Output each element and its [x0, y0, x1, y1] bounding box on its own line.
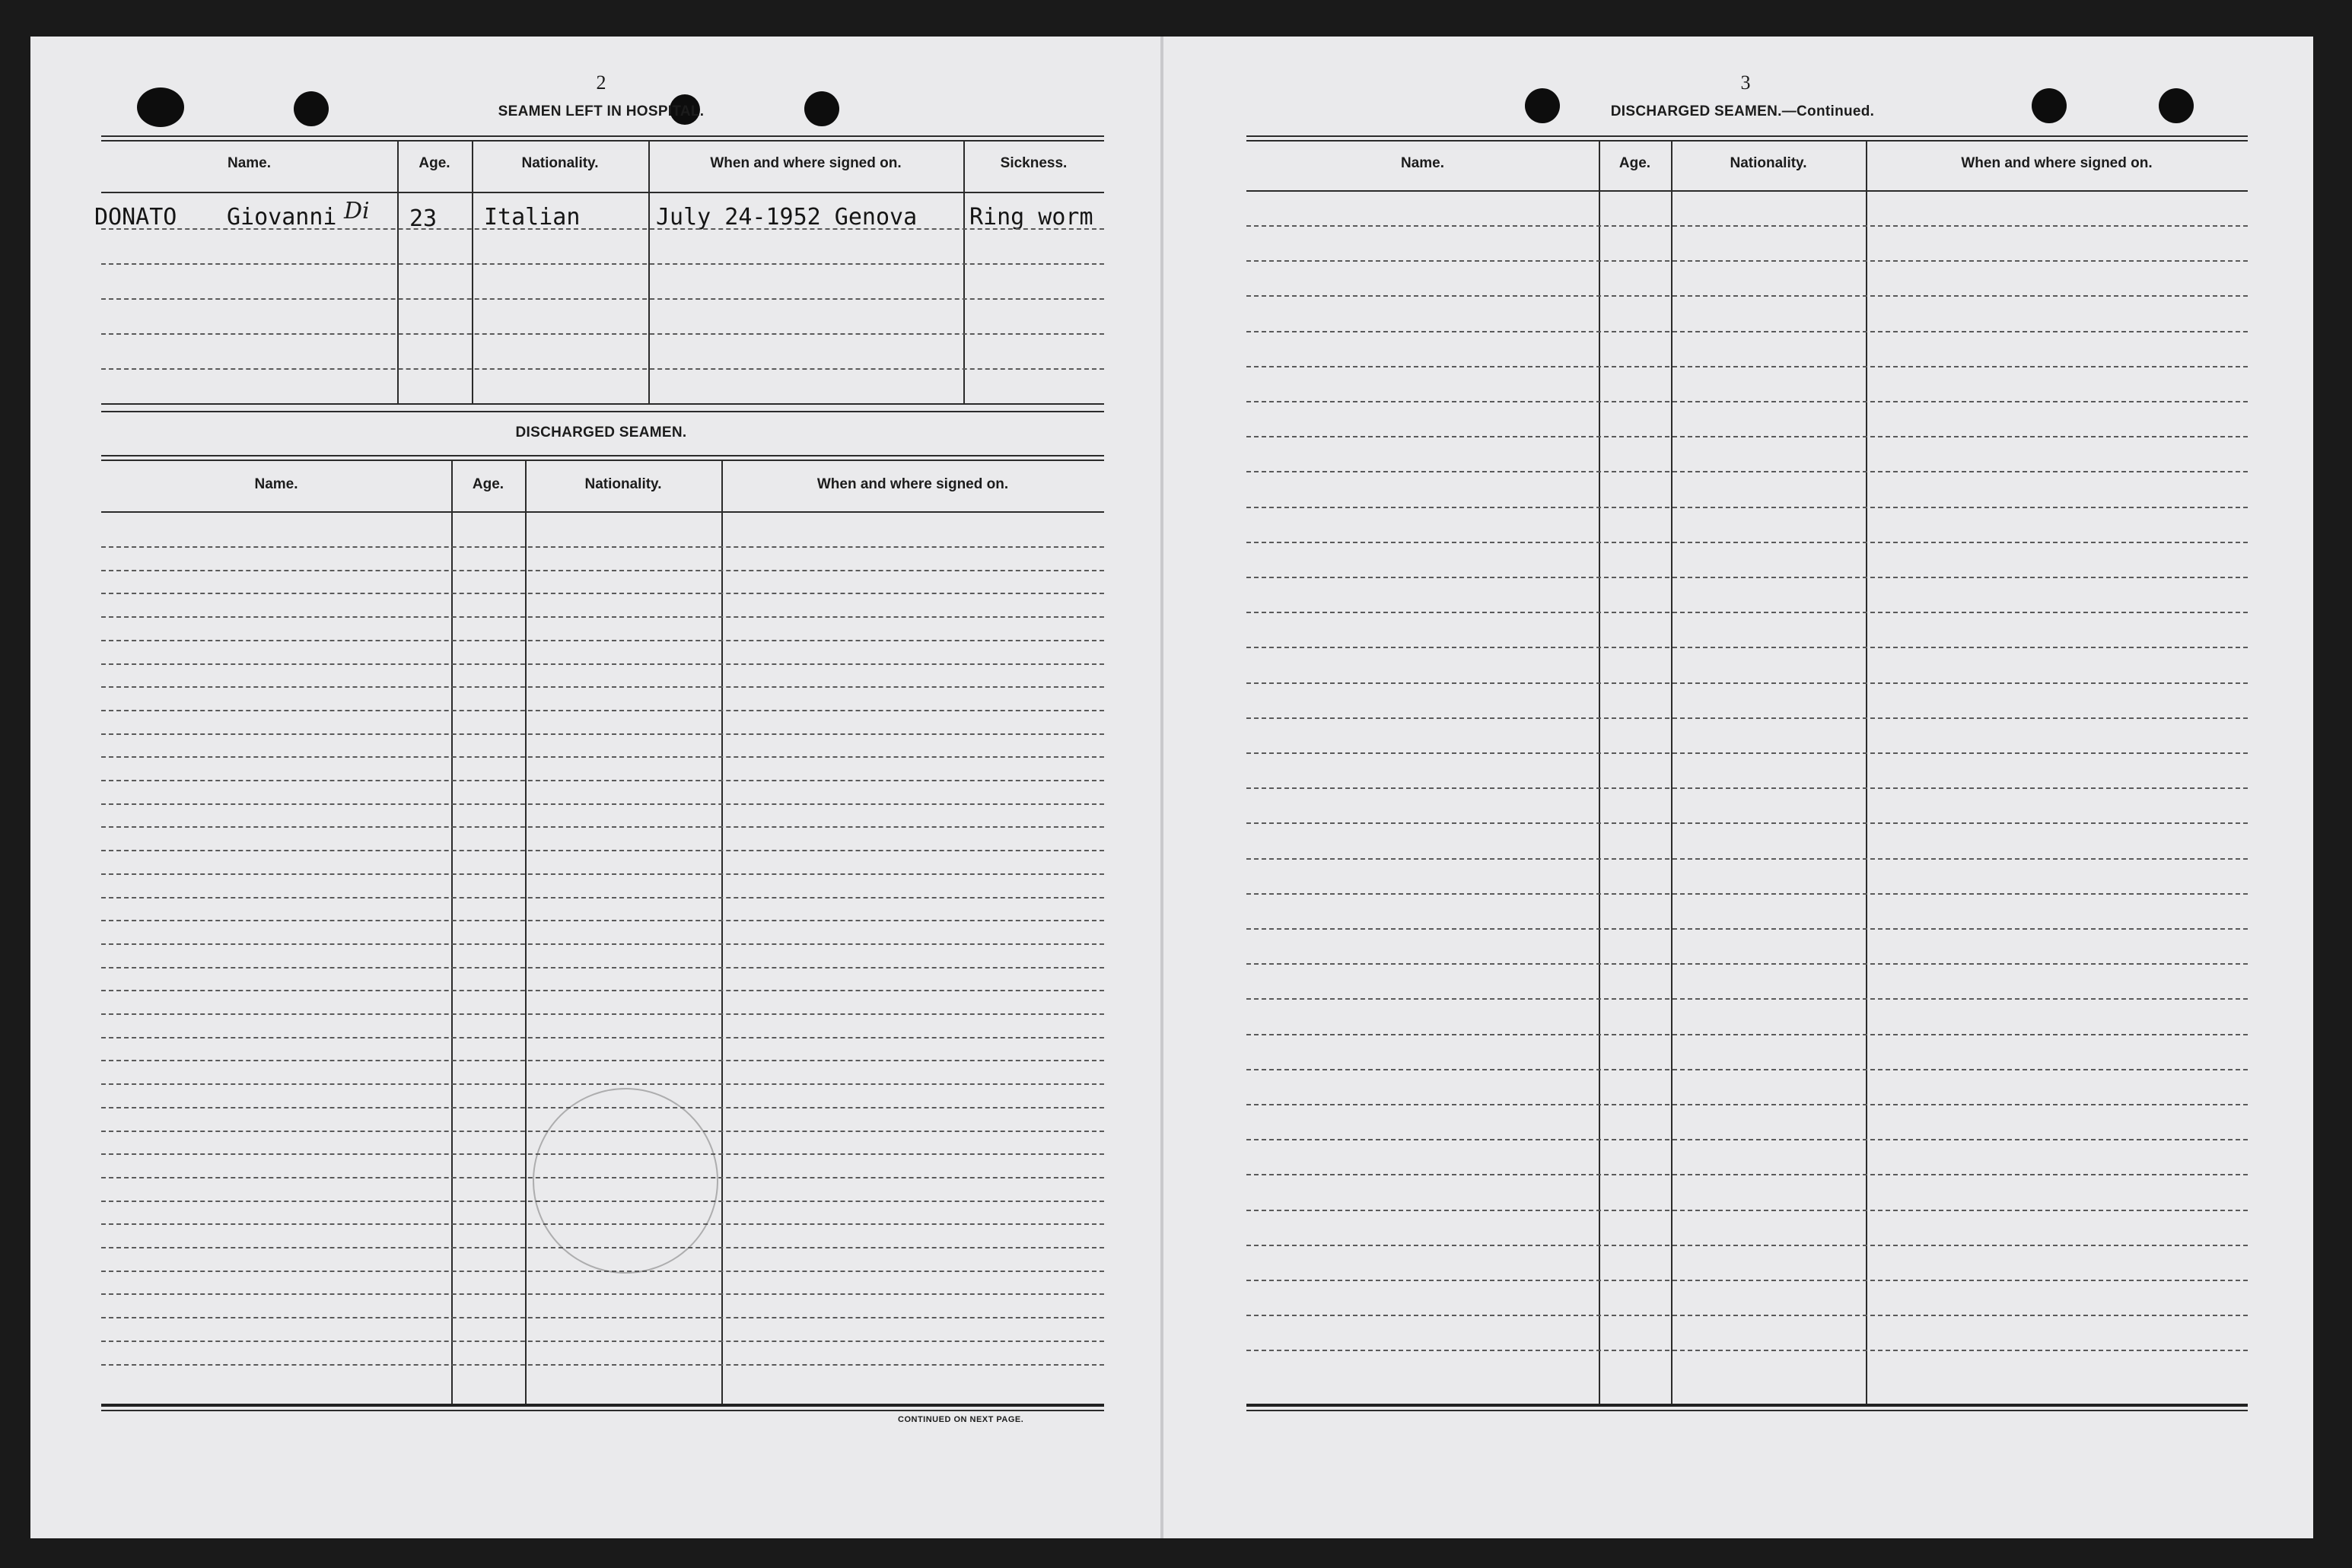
ruled-line: [1246, 1210, 2248, 1211]
ruled-line: [1246, 1139, 2248, 1140]
ruled-line: [1246, 963, 2248, 965]
ruled-line: [101, 593, 1104, 594]
table-rule: [1246, 135, 2248, 142]
column-divider: [451, 460, 453, 1406]
ruled-line: [1246, 822, 2248, 824]
ruled-line: [101, 990, 1104, 991]
ruled-line: [101, 616, 1104, 618]
ruled-line: [1246, 260, 2248, 262]
ruled-line: [101, 298, 1104, 300]
cont-col-age: Age.: [1618, 155, 1651, 171]
column-divider: [472, 140, 473, 403]
ruled-line: [101, 1083, 1104, 1085]
ruled-line: [1246, 1280, 2248, 1281]
ruled-line: [101, 546, 1104, 548]
hosp-col-signed-on: When and where signed on.: [710, 155, 902, 171]
table-rule: [101, 192, 1104, 193]
cont-col-name: Name.: [1400, 155, 1445, 171]
ruled-line: [1246, 858, 2248, 860]
ruled-line: [101, 850, 1104, 851]
ruled-line: [101, 570, 1104, 571]
ruled-line: [101, 1293, 1104, 1295]
ruled-line: [1246, 542, 2248, 543]
entry-nationality: Italian: [484, 204, 581, 231]
entry-annotation: Di: [344, 198, 370, 224]
table-rule: [101, 1410, 1104, 1411]
table-rule: [1246, 1404, 2248, 1407]
hosp-col-age: Age.: [419, 155, 450, 171]
disc-col-name: Name.: [254, 476, 298, 492]
disc-col-age: Age.: [472, 476, 504, 492]
punch-hole: [294, 91, 329, 126]
cont-col-nationality: Nationality.: [1730, 155, 1807, 171]
ruled-line: [101, 967, 1104, 968]
ruled-line: [101, 710, 1104, 711]
ruled-line: [1246, 612, 2248, 613]
ruled-line: [101, 756, 1104, 758]
page-number-right: 3: [1740, 72, 1751, 94]
ruled-line: [1246, 787, 2248, 789]
page-number-left: 2: [596, 72, 606, 94]
ruled-line: [1246, 507, 2248, 508]
column-divider: [1599, 140, 1600, 1406]
disc-col-signed-on: When and where signed on.: [816, 476, 1009, 492]
ruled-line: [1246, 717, 2248, 719]
ruled-line: [101, 873, 1104, 875]
ruled-line: [101, 780, 1104, 781]
entry-age: 23: [409, 205, 438, 232]
ruled-line: [1246, 752, 2248, 754]
entry-sickness: Ring worm: [969, 204, 1093, 231]
ruled-line: [1246, 225, 2248, 227]
ruled-line: [101, 733, 1104, 735]
hosp-col-name: Name.: [227, 155, 272, 171]
ruled-line: [1246, 471, 2248, 472]
cont-col-signed-on: When and where signed on.: [1961, 155, 2153, 171]
ruled-line: [1246, 366, 2248, 367]
table-rule: [101, 455, 1104, 461]
ruled-line: [1246, 1104, 2248, 1105]
discharged-section-title: DISCHARGED SEAMEN.: [515, 425, 687, 441]
ruled-line: [101, 263, 1104, 265]
ruled-line: [1246, 295, 2248, 297]
ruled-line: [1246, 401, 2248, 402]
table-rule: [101, 511, 1104, 513]
table-rule: [101, 411, 1104, 412]
hosp-col-sickness: Sickness.: [1000, 155, 1068, 171]
ruled-line: [101, 943, 1104, 945]
ruled-line: [101, 1317, 1104, 1318]
ruled-line: [101, 368, 1104, 370]
column-divider: [1671, 140, 1672, 1406]
ruled-line: [101, 803, 1104, 805]
ruled-line: [101, 897, 1104, 898]
ruled-line: [1246, 436, 2248, 437]
continued-note: CONTINUED ON NEXT PAGE.: [898, 1415, 1024, 1424]
ruled-line: [1246, 1245, 2248, 1246]
ruled-line: [1246, 998, 2248, 1000]
table-rule: [101, 403, 1104, 405]
column-divider: [963, 140, 965, 403]
ruled-line: [1246, 1034, 2248, 1035]
ruled-line: [101, 333, 1104, 335]
punch-hole: [2159, 88, 2194, 123]
punch-hole: [2032, 88, 2067, 123]
entry-given-name: Giovanni: [227, 204, 337, 231]
column-divider: [525, 460, 527, 1406]
ruled-line: [1246, 647, 2248, 648]
ruled-line: [101, 1364, 1104, 1366]
entry-signed-on: July 24-1952 Genova: [656, 204, 918, 231]
table-rule: [1246, 1410, 2248, 1411]
ruled-line: [1246, 1069, 2248, 1070]
table-rule: [101, 1404, 1104, 1407]
ruled-line: [1246, 682, 2248, 684]
ruled-line: [101, 640, 1104, 641]
hosp-col-nationality: Nationality.: [521, 155, 599, 171]
ruled-line: [101, 826, 1104, 828]
hospital-section-title: SEAMEN LEFT IN HOSPITAL.: [498, 103, 705, 119]
ruled-line: [101, 1013, 1104, 1015]
ruled-line: [101, 1037, 1104, 1038]
ruled-line: [1246, 331, 2248, 332]
entry-surname: DONATO: [94, 204, 177, 231]
column-divider: [397, 140, 399, 403]
column-divider: [721, 460, 723, 1406]
disc-col-nationality: Nationality.: [584, 476, 662, 492]
ruled-line: [1246, 1350, 2248, 1351]
column-divider: [648, 140, 650, 403]
punch-hole: [137, 87, 184, 127]
table-rule: [1246, 190, 2248, 192]
ruled-line: [101, 920, 1104, 921]
ruled-line: [1246, 893, 2248, 895]
ruled-line: [101, 663, 1104, 665]
page-fold: [1160, 37, 1163, 1538]
ruled-line: [1246, 577, 2248, 578]
ruled-line: [1246, 928, 2248, 930]
column-divider: [1866, 140, 1867, 1406]
table-rule: [101, 135, 1104, 142]
ruled-line: [101, 1060, 1104, 1061]
ruled-line: [101, 1341, 1104, 1342]
ruled-line: [101, 686, 1104, 688]
ruled-line: [1246, 1174, 2248, 1175]
ruled-line: [101, 228, 1104, 230]
ruled-line: [1246, 1315, 2248, 1316]
discharged-continued-title: DISCHARGED SEAMEN.—Continued.: [1610, 103, 1875, 119]
